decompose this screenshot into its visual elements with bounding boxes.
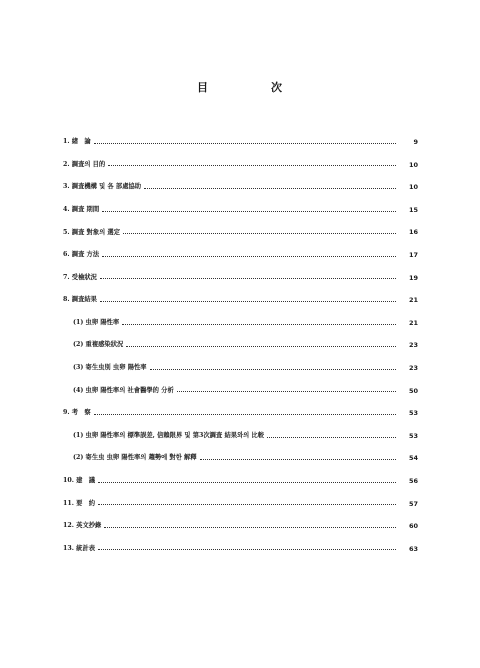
toc-subentry (63, 425, 418, 448)
toc-subentry (63, 312, 418, 335)
dot-leader (102, 256, 396, 257)
toc-entry-page: 15 (408, 205, 418, 214)
toc-entry-label: (2) 重複感染狀況 (73, 341, 124, 349)
dot-leader (150, 369, 396, 370)
toc-entry-page: 50 (408, 386, 418, 395)
dot-leader (98, 482, 396, 483)
dot-leader (122, 324, 396, 325)
toc-subentry (63, 334, 418, 357)
toc-entry-label: (1) 虫卵 陽性率 (73, 318, 120, 326)
toc-entry-label: 8. 調査結果 (63, 296, 97, 304)
toc-entry-label: 11. 要 約 (63, 499, 96, 507)
table-of-contents (63, 131, 418, 560)
toc-entry-label: 10. 建 議 (63, 477, 96, 485)
toc-entry-page: 19 (408, 273, 418, 282)
dot-leader (98, 549, 396, 550)
toc-entry (63, 402, 418, 425)
dot-leader (94, 414, 396, 415)
toc-entry-page: 16 (408, 228, 418, 237)
dot-leader (123, 233, 396, 234)
toc-entry (63, 267, 418, 290)
toc-entry-page: 54 (408, 454, 418, 463)
dot-leader (144, 188, 396, 189)
dot-leader (108, 165, 396, 166)
toc-entry-page: 21 (408, 296, 418, 305)
dot-leader (200, 459, 396, 460)
toc-entry-page: 9 (413, 138, 418, 147)
dot-leader (126, 346, 396, 347)
toc-entry-label: 5. 調査 對象의 選定 (63, 228, 121, 236)
toc-entry-page: 53 (408, 409, 418, 418)
toc-entry (63, 493, 418, 516)
toc-entry (63, 131, 418, 154)
toc-subentry (63, 357, 418, 380)
toc-entry-page: 56 (408, 476, 418, 485)
toc-entry (63, 515, 418, 538)
toc-entry-page: 10 (408, 160, 418, 169)
toc-entry-page: 53 (408, 431, 418, 440)
toc-entry (63, 176, 418, 199)
toc-entry-page: 57 (408, 499, 418, 508)
toc-entry (63, 470, 418, 493)
toc-entry-page: 17 (408, 251, 418, 260)
dot-leader (267, 437, 396, 438)
toc-entry (63, 538, 418, 561)
toc-entry-page: 63 (408, 544, 418, 553)
toc-subentry (63, 380, 418, 403)
dot-leader (100, 301, 396, 302)
toc-entry-page: 60 (408, 522, 418, 531)
toc-entry-label: (1) 虫卵 陽性率의 標準誤差, 信賴限界 및 第3次調査 結果와의 比較 (73, 431, 265, 439)
dot-leader (100, 278, 396, 279)
toc-entry-label: 12. 英文抄錄 (63, 522, 102, 530)
page-title-left: 目 (197, 81, 209, 94)
page-title-right: 次 (271, 81, 283, 94)
toc-entry-page: 21 (408, 318, 418, 327)
dot-leader (102, 211, 396, 212)
toc-entry-label: 9. 考 察 (63, 409, 91, 417)
toc-entry (63, 244, 418, 267)
toc-entry (63, 289, 418, 312)
dot-leader (98, 504, 396, 505)
toc-entry-label: 1. 緖 論 (63, 138, 91, 146)
toc-entry-label: (2) 寄生虫 虫卵 陽性率의 趨勢에 對한 解釋 (73, 454, 197, 462)
toc-entry (63, 221, 418, 244)
toc-entry (63, 154, 418, 177)
toc-entry-label: 4. 調査 期間 (63, 205, 100, 213)
toc-subentry (63, 447, 418, 470)
toc-entry-label: 6. 調査 方法 (63, 251, 100, 259)
toc-entry-label: 3. 調査機構 및 各 部處協助 (63, 183, 142, 191)
dot-leader (94, 143, 396, 144)
dot-leader (177, 391, 396, 392)
toc-entry-label: 2. 調査의 目的 (63, 160, 106, 168)
page-title (0, 79, 480, 95)
toc-entry (63, 199, 418, 222)
toc-entry-page: 10 (408, 183, 418, 192)
toc-entry-label: (3) 寄生虫別 虫卵 陽性率 (73, 364, 147, 372)
toc-entry-label: 13. 統計表 (63, 544, 96, 552)
toc-entry-page: 23 (408, 363, 418, 372)
toc-entry-label: (4) 虫卵 陽性率의 社會醫學的 分析 (73, 386, 174, 394)
toc-entry-page: 23 (408, 341, 418, 350)
dot-leader (104, 527, 396, 528)
toc-entry-label: 7. 受檢狀況 (63, 273, 97, 281)
